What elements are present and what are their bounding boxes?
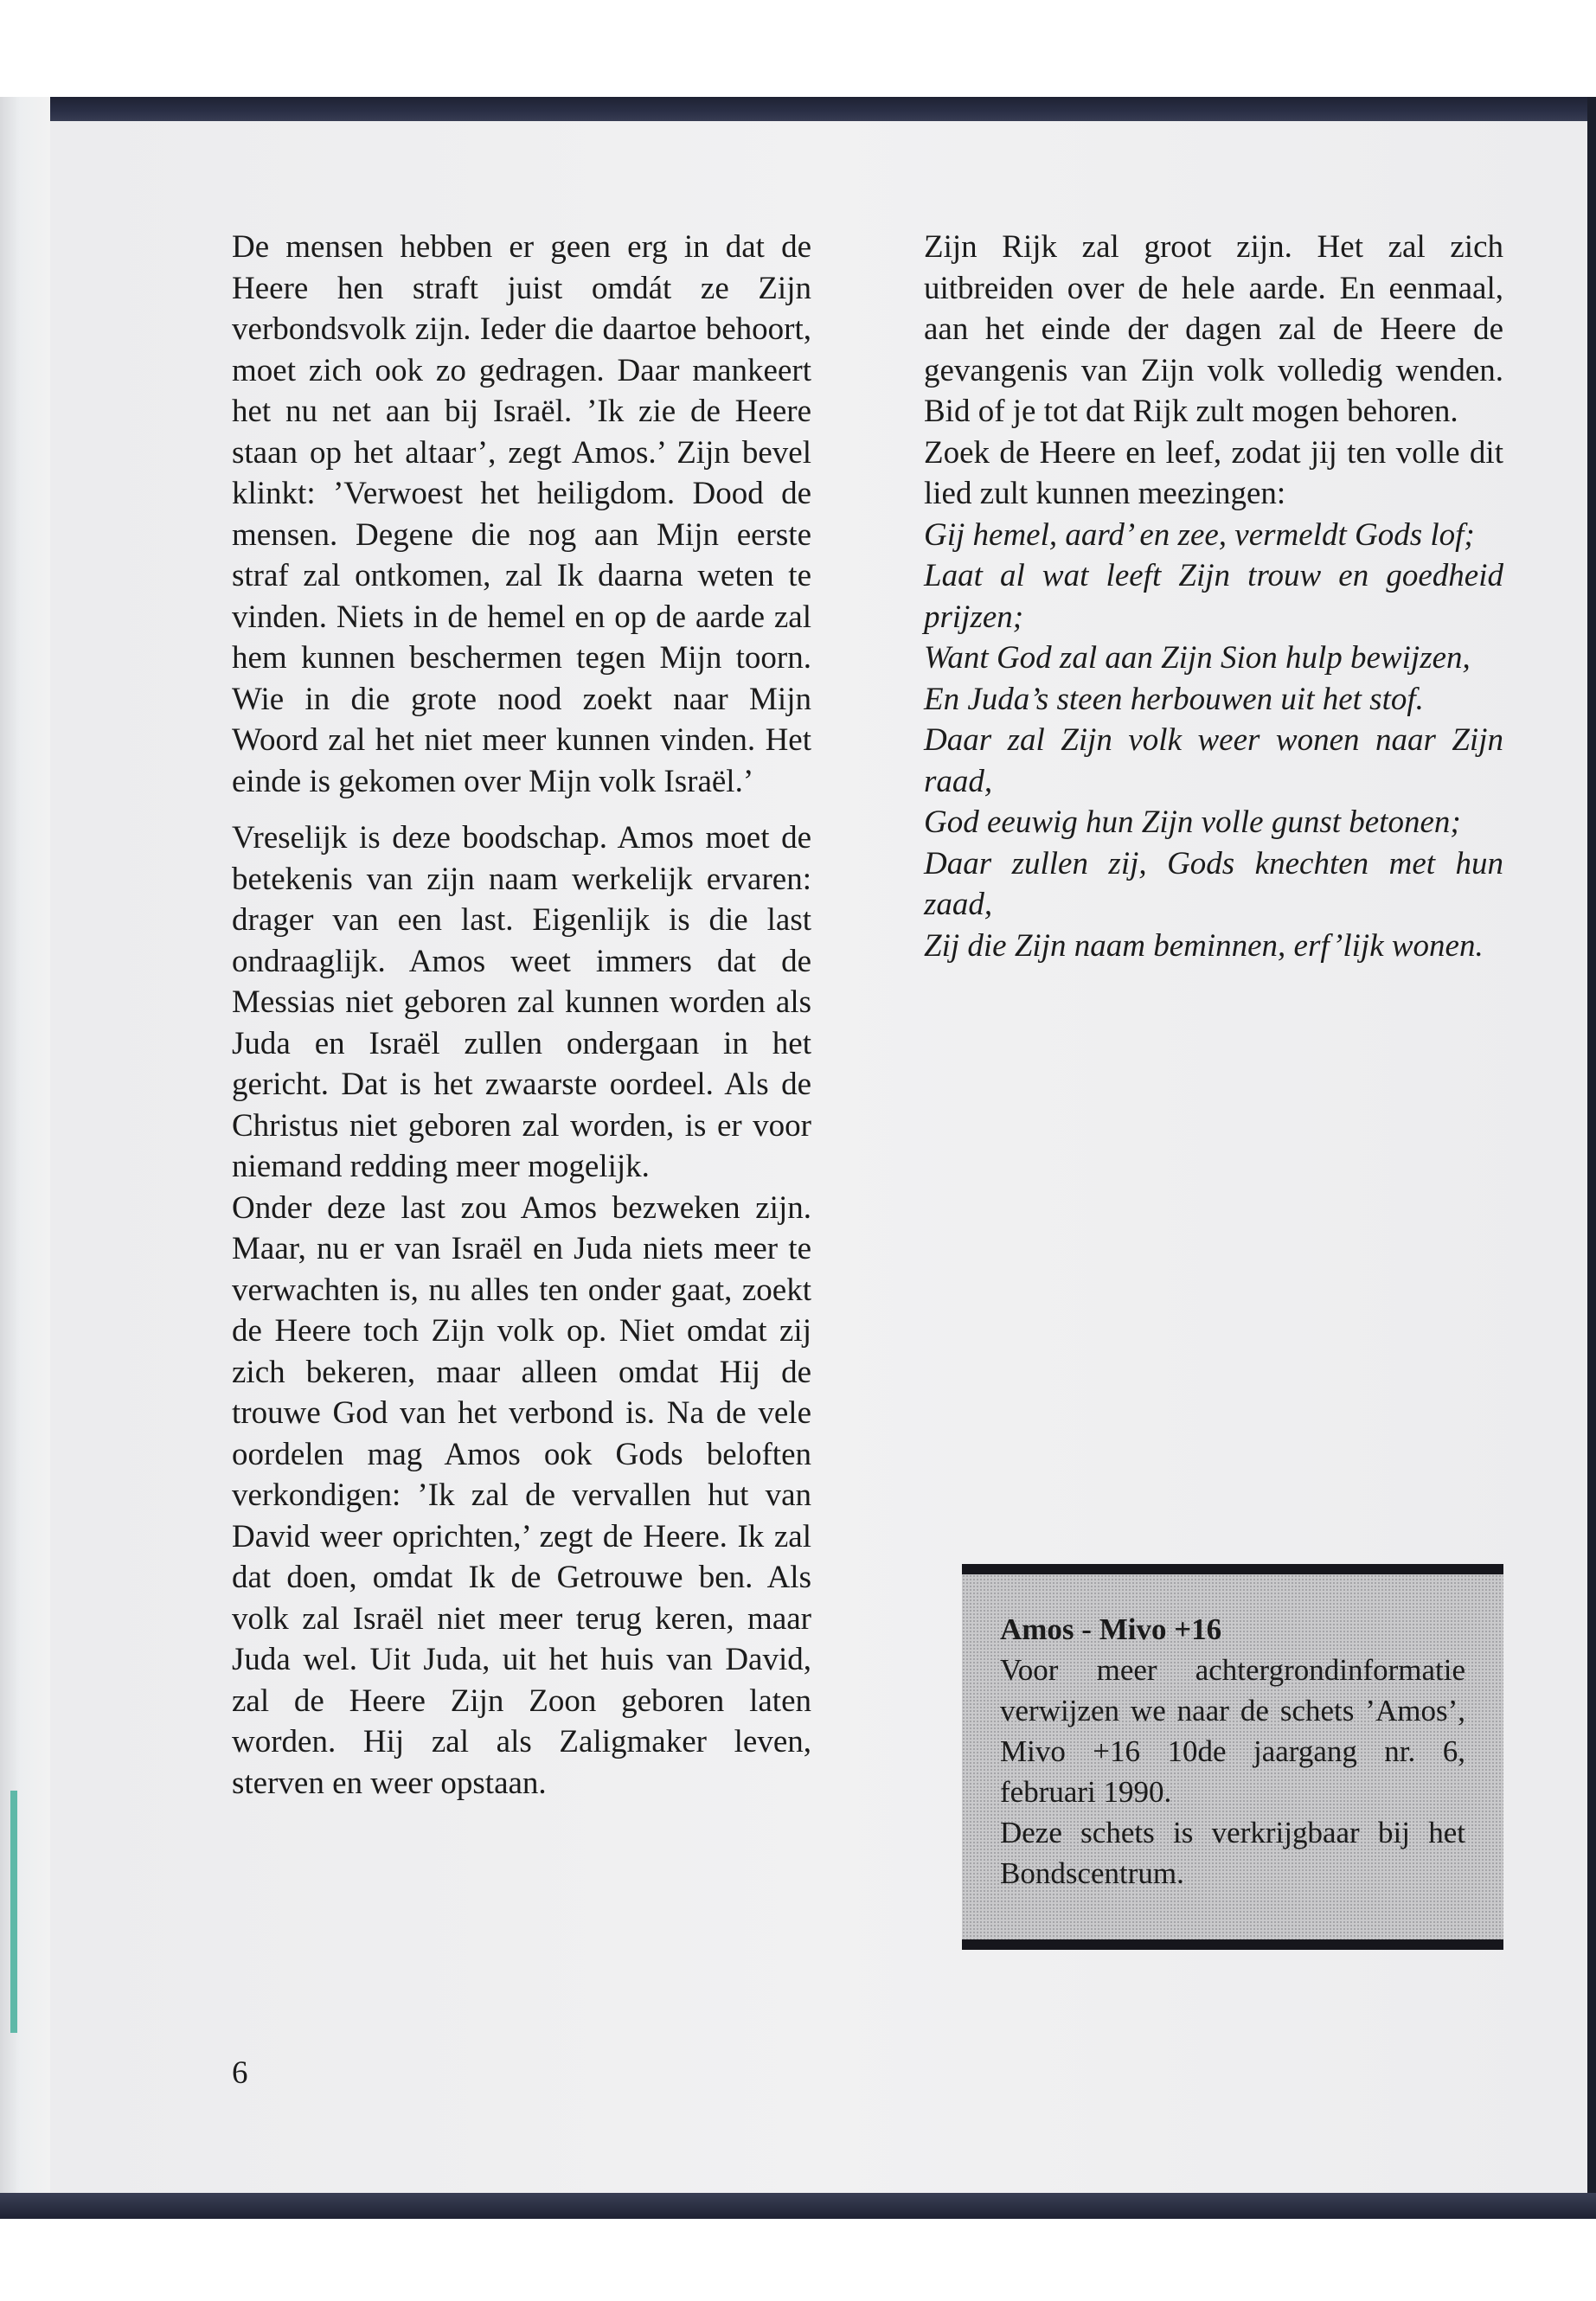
- left-column: [232, 227, 811, 1804]
- scan-border-top: [0, 97, 1596, 123]
- page-number: 6: [232, 2055, 248, 2091]
- left-paragraph-2: Vreselijk is deze boodschap. Amos moet de betekenis van zijn naam werkelijk ervaren: drager van een last. Eigenlijk is die last ondraaglijk. Amos weet immers dat de Messias niet geboren zal kunnen worden als Juda en Israël zullen ondergaan in het gericht. Dat is het zwaarste oordeel. Als de Christus niet geboren zal worden, is er voor niemand redding meer mogelijk.: [232, 820, 811, 1184]
- scan-border-left: [0, 97, 50, 2208]
- scan-border-bottom: [0, 2193, 1596, 2219]
- scan-border-right: [1587, 97, 1596, 2208]
- info-box-availability: Deze schets is verkrijgbaar bij het Bondscentrum.: [1000, 1816, 1465, 1890]
- right-paragraph-2: Zoek de Heere en leef, zodat jij ten volle dit lied zult kunnen meezingen:: [924, 434, 1503, 511]
- poem-line: Laat al wat leeft Zijn trouw en goedheid prijzen;: [924, 558, 1503, 635]
- poem-line: Zij die Zijn naam beminnen, erf’lijk wonen.: [924, 927, 1484, 964]
- right-column: [924, 227, 1503, 966]
- poem-line: En Juda’s steen herbouwen uit het stof.: [924, 681, 1424, 717]
- poem-line: Want God zal aan Zijn Sion hulp bewijzen,: [924, 640, 1471, 676]
- right-paragraph-1: Zijn Rijk zal groot zijn. Het zal zich uitbreiden over de hele aarde. En eenmaal, aan het einde der dagen zal de Heere de gevangenis van Zijn volk volledig wenden. Bid of je tot dat Rijk zult mogen behoren.: [924, 229, 1503, 429]
- poem-line: Daar zullen zij, Gods knechten met hun zaad,: [924, 845, 1503, 922]
- poem-line: Gij hemel, aard’ en zee, vermeldt Gods lof;: [924, 516, 1475, 553]
- left-paragraph-1: De mensen hebben er geen erg in dat de Heere hen straft juist omdát ze Zijn verbondsvolk zijn. Ieder die daartoe behoort, moet zich ook zo gedragen. Daar mankeert het nu net aan bij Israël. ’Ik zie de Heere staan op het altaar’, zegt Amos.’ Zijn bevel klinkt: ’Verwoest het heiligdom. Dood de mensen. Degene die nog aan Mijn eerste straf zal ontkomen, zal Ik daarna weten te vinden. Niets in de hemel en op de aarde zal hem kunnen beschermen tegen Mijn toorn. Wie in die grote nood zoekt naar Mijn Woord zal het niet meer kunnen vinden. Het einde is gekomen over Mijn volk Israël.’: [232, 229, 811, 799]
- info-box-title: Amos - Mivo +16: [1000, 1612, 1222, 1646]
- info-box: [962, 1564, 1503, 1950]
- info-box-body: Voor meer achtergrondinformatie verwijzen we naar de schets ’Amos’, Mivo +16 10de jaargang nr. 6, februari 1990.: [1000, 1653, 1465, 1809]
- poem-line: Daar zal Zijn volk weer wonen naar Zijn raad,: [924, 722, 1503, 799]
- poem-line: God eeuwig hun Zijn volle gunst betonen;: [924, 804, 1461, 840]
- left-paragraph-3: Onder deze last zou Amos bezweken zijn. Maar, nu er van Israël en Juda niets meer te verwachten is, nu alles ten onder gaat, zoekt de Heere toch Zijn volk op. Niet omdat zij zich bekeren, maar alleen omdat Hij de trouwe God van het verbond is. Na de vele oordelen mag Amos ook Gods beloften verkondigen: ’Ik zal de vervallen hut van David weer oprichten,’ zegt de Heere. Ik zal dat doen, omdat Ik de Getrouwe ben. Als volk zal Israël niet meer terug keren, maar Juda wel. Uit Juda, uit het huis van David, zal de Heere Zijn Zoon geboren laten worden. Hij zal als Zaligmaker leven, sterven en weer opstaan.: [232, 1189, 811, 1801]
- scan-edge-mark: [10, 1791, 17, 2033]
- psalm-poem: [924, 515, 1503, 967]
